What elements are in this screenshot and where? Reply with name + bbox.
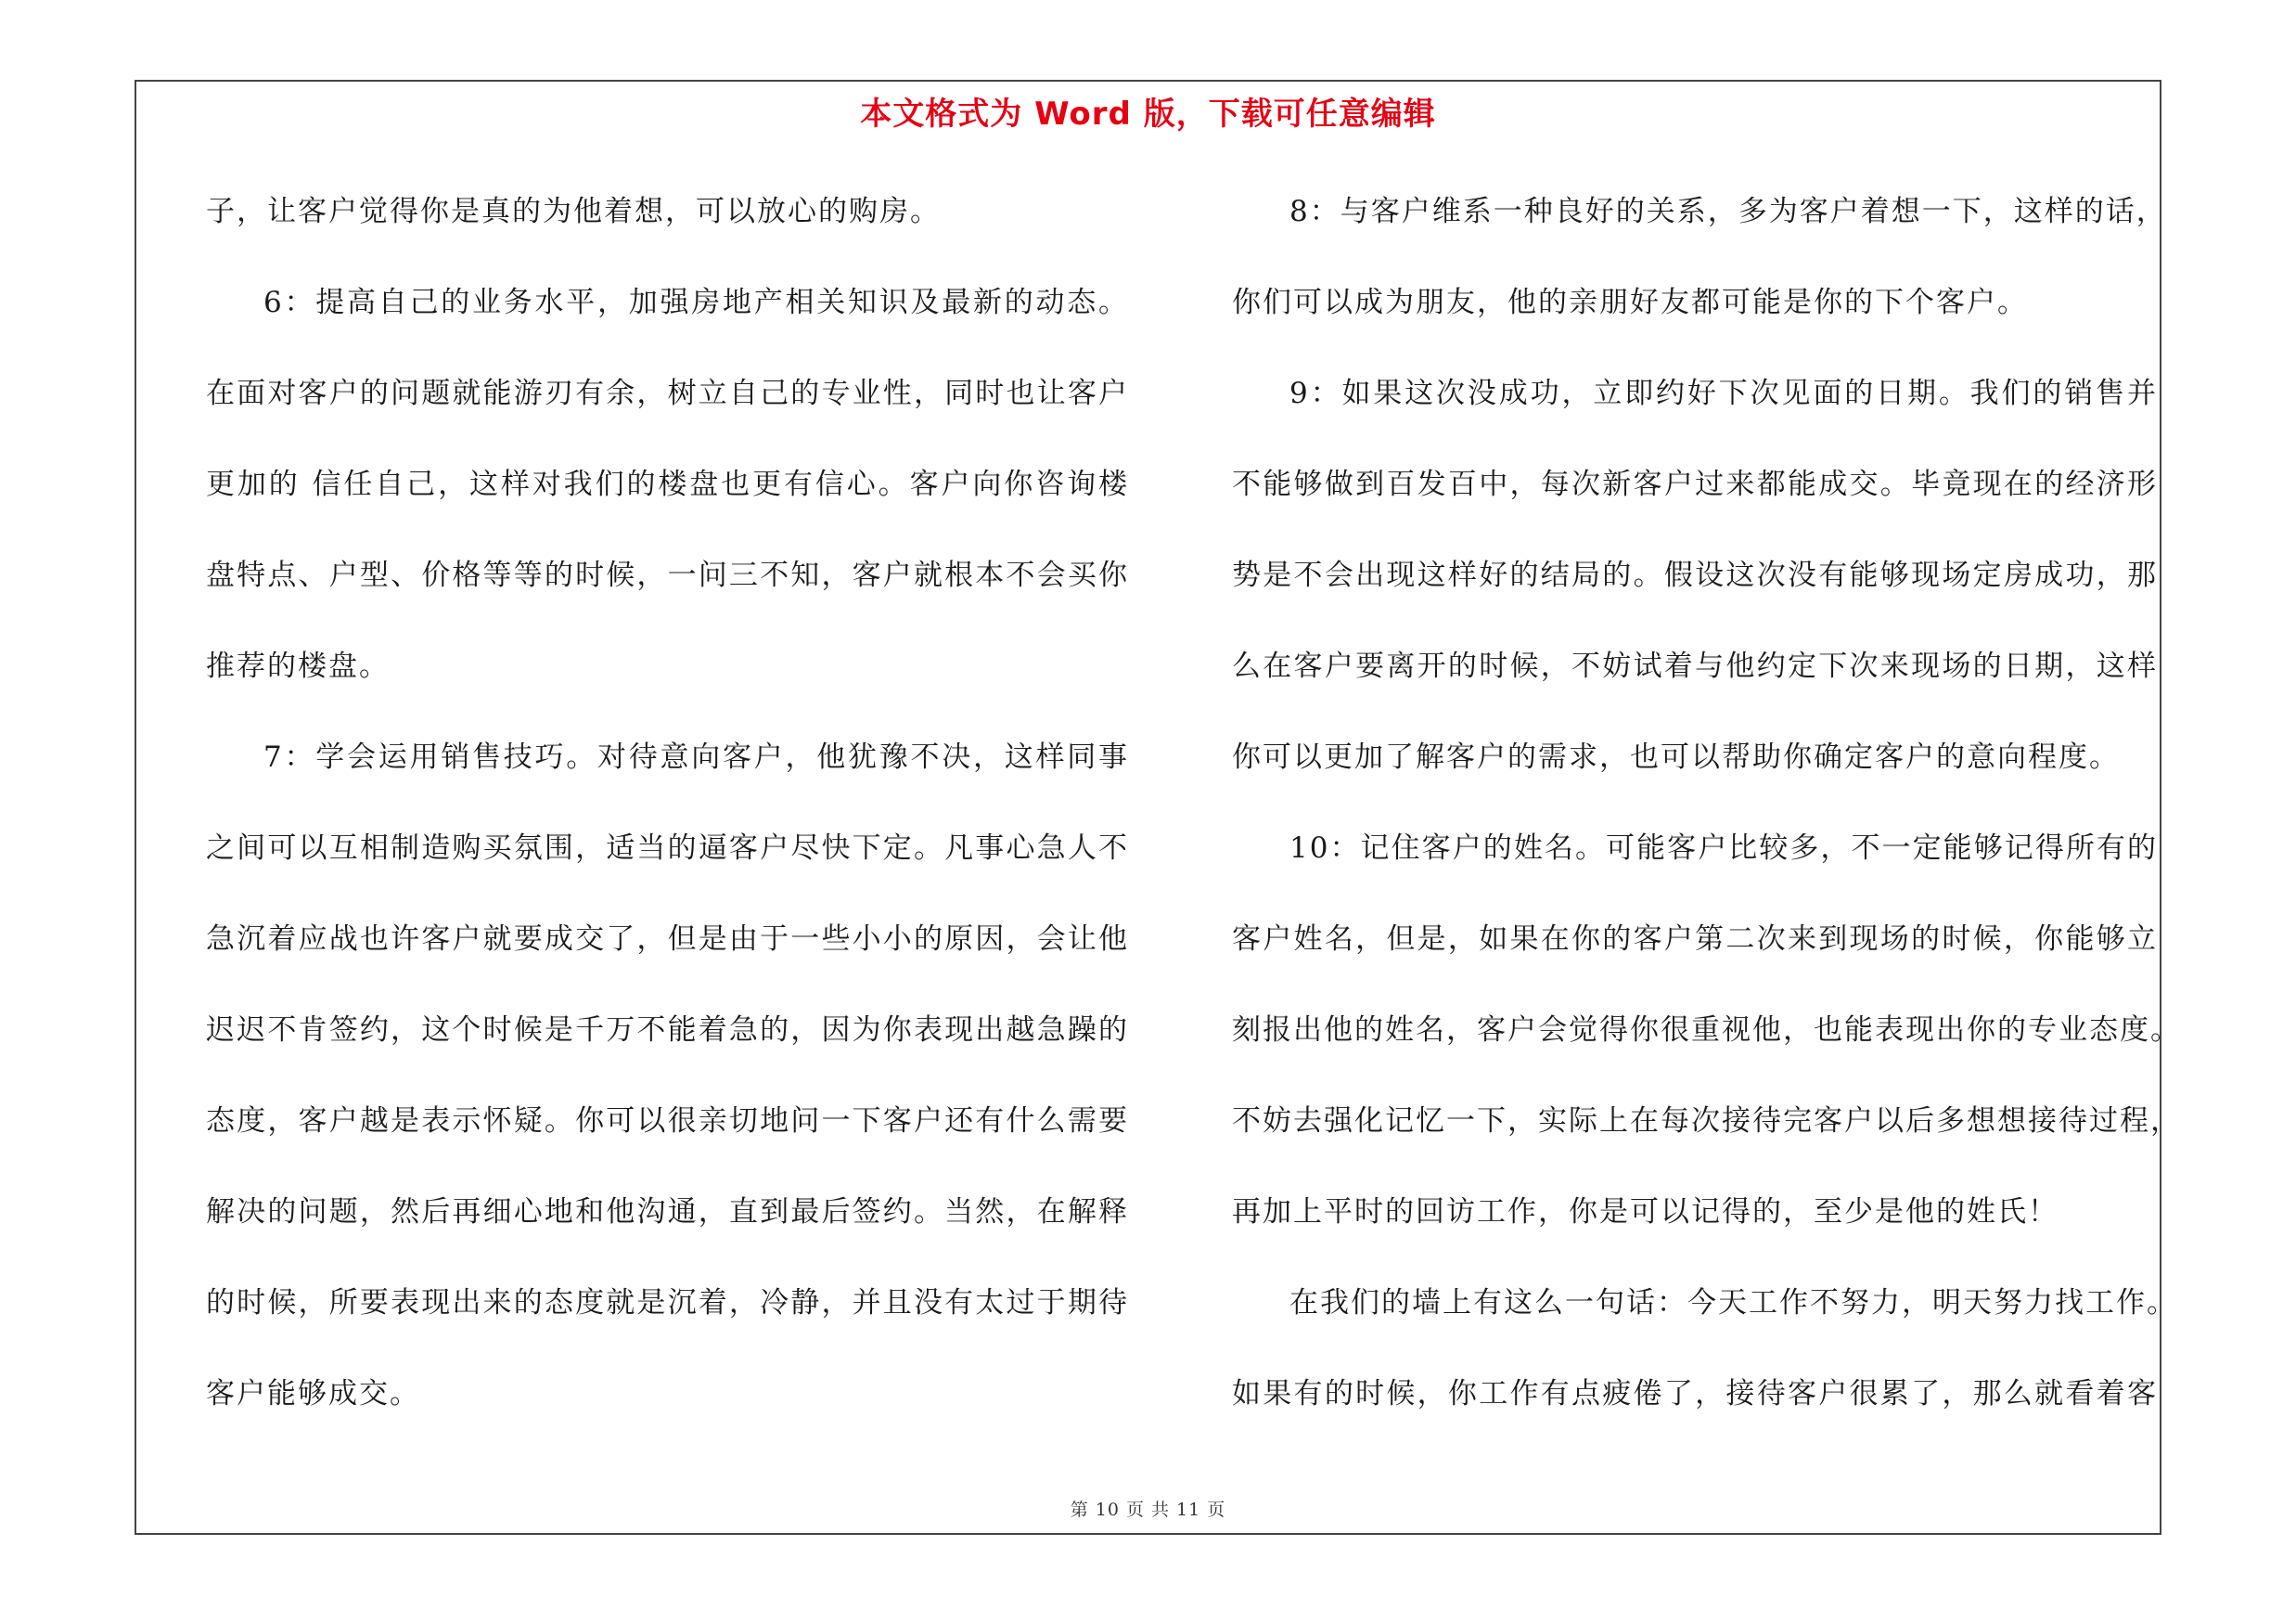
format-banner: 本文格式为 Word 版，下载可任意编辑: [860, 96, 1436, 133]
text-line: 迟迟不肯签约，这个时候是千万不能着急的，因为你表现出越急躁的: [206, 1013, 1129, 1047]
text-line: 更加的 信任自己，这样对我们的楼盘也更有信心。客户向你咨询楼: [206, 468, 1129, 501]
text-line: 不妨去强化记忆一下，实际上在每次接待完客户以后多想想接待过程，: [1232, 1104, 2181, 1138]
left-column: [206, 178, 1129, 1451]
text-line: 10：记住客户的姓名。可能客户比较多，不一定能够记得所有的: [1289, 831, 2158, 865]
text-line: 在面对客户的问题就能游刃有余，树立自己的专业性，同时也让客户: [206, 377, 1129, 410]
text-line: 的时候，所要表现出来的态度就是沉着，冷静，并且没有太过于期待: [206, 1286, 1129, 1320]
text-line: 么在客户要离开的时候，不妨试着与他约定下次来现场的日期，这样: [1232, 650, 2158, 683]
text-line: 再加上平时的回访工作，你是可以记得的，至少是他的姓氏！: [1232, 1195, 2059, 1229]
text-line: 盘特点、户型、价格等等的时候，一问三不知，客户就根本不会买你: [206, 559, 1129, 592]
text-line: 刻报出他的姓名，客户会觉得你很重视他，也能表现出你的专业态度。: [1232, 1013, 2181, 1047]
text-line: 9：如果这次没成功，立即约好下次见面的日期。我们的销售并: [1289, 377, 2158, 410]
text-line: 急沉着应战也许客户就要成交了，但是由于一些小小的原因，会让他: [206, 922, 1129, 956]
text-line: 子，让客户觉得你是真的为他着想，可以放心的购房。: [206, 195, 941, 228]
text-line: 你们可以成为朋友，他的亲朋好友都可能是你的下个客户。: [1232, 286, 2028, 319]
text-line: 不能够做到百发百中，每次新客户过来都能成交。毕竟现在的经济形: [1232, 468, 2158, 501]
text-line: 你可以更加了解客户的需求，也可以帮助你确定客户的意向程度。: [1232, 741, 2120, 774]
text-line: 势是不会出现这样好的结局的。假设这次没有能够现场定房成功，那: [1232, 559, 2158, 592]
text-line: 之间可以互相制造购买氛围，适当的逼客户尽快下定。凡事心急人不: [206, 831, 1129, 865]
text-line: 如果有的时候，你工作有点疲倦了，接待客户很累了，那么就看着客: [1232, 1377, 2158, 1410]
text-line: 态度，客户越是表示怀疑。你可以很亲切地问一下客户还有什么需要: [206, 1104, 1129, 1138]
text-line: 在我们的墙上有这么一句话：今天工作不努力，明天努力找工作。: [1289, 1286, 2177, 1320]
text-line: 6：提高自己的业务水平，加强房地产相关知识及最新的动态。: [263, 286, 1129, 319]
text-line: 8：与客户维系一种良好的关系，多为客户着想一下，这样的话，: [1289, 195, 2167, 228]
page-number-footer: 第 10 页 共 11 页: [1070, 1500, 1226, 1520]
text-line: 客户姓名，但是，如果在你的客户第二次来到现场的时候，你能够立: [1232, 922, 2158, 956]
text-line: 解决的问题，然后再细心地和他沟通，直到最后签约。当然，在解释: [206, 1195, 1129, 1229]
text-line: 7：学会运用销售技巧。对待意向客户，他犹豫不决，这样同事: [263, 741, 1129, 774]
right-column: [1232, 178, 2181, 1451]
text-line: 推荐的楼盘。: [206, 650, 390, 683]
text-line: 客户能够成交。: [206, 1377, 420, 1410]
